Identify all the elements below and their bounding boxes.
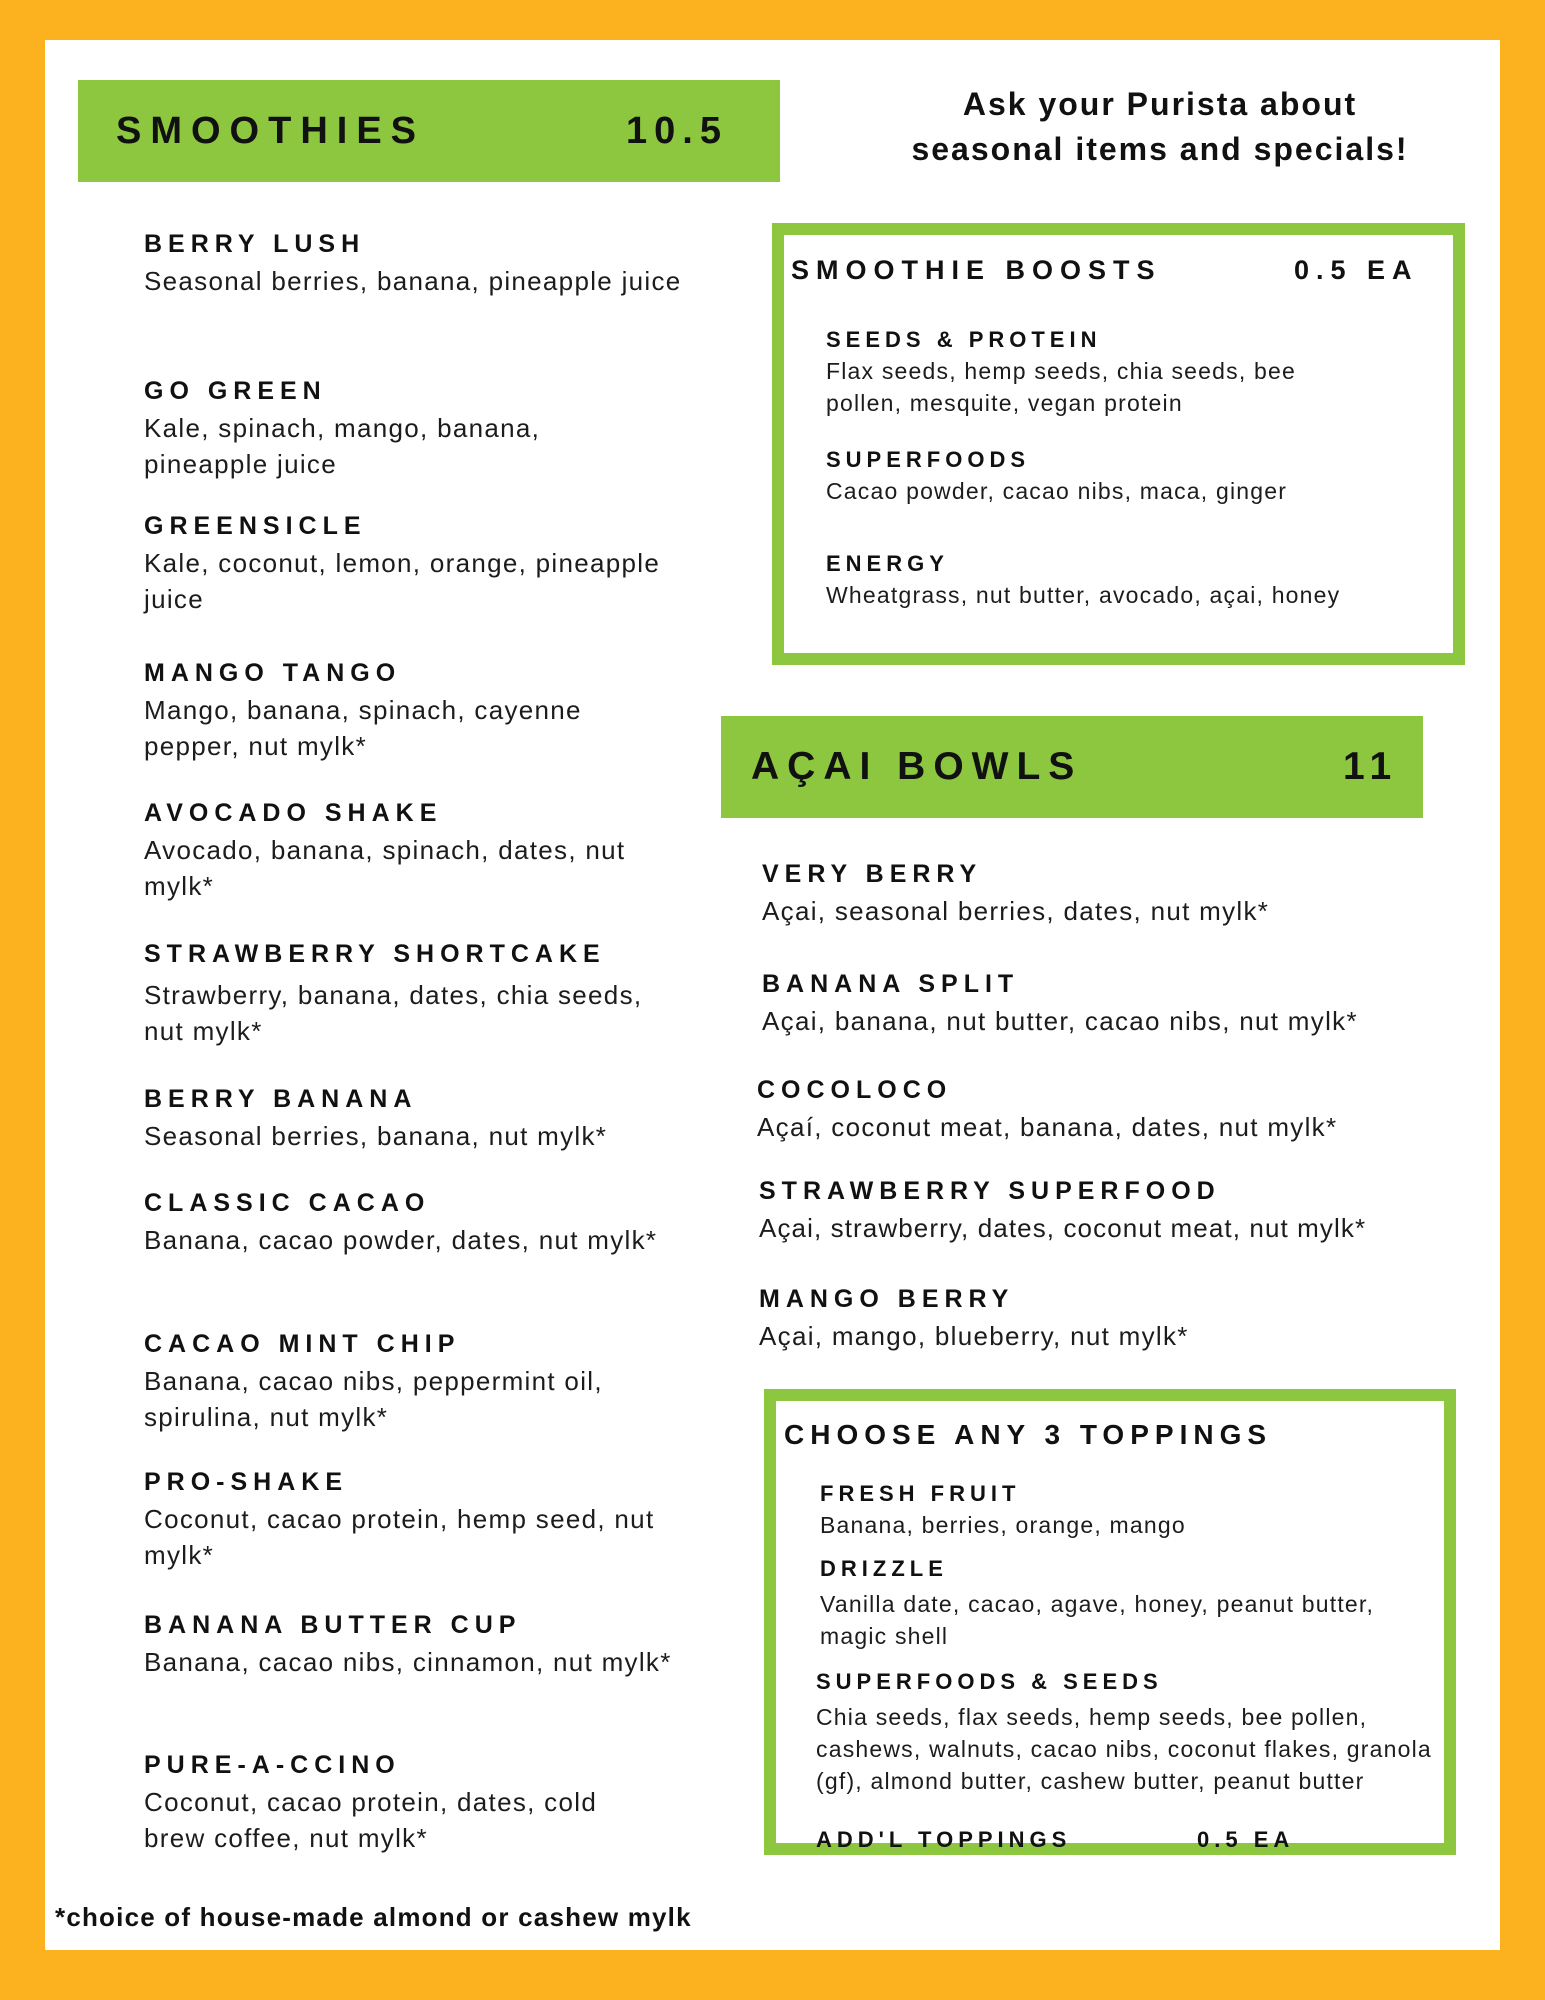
smoothies-price: 10.5 — [626, 110, 728, 152]
smoothie-item-0 — [144, 230, 684, 299]
topping-item-2 — [816, 1669, 1456, 1797]
item-description: Seasonal berries, banana, pineapple juice — [144, 266, 682, 296]
item-name: MANGO BERRY — [759, 1285, 1015, 1313]
item-name: MANGO TANGO — [144, 659, 402, 687]
item-description: Banana, cacao nibs, cinnamon, nut mylk* — [144, 1647, 672, 1677]
boost-description: Wheatgrass, nut butter, avocado, açai, honey — [826, 582, 1341, 608]
item-description: Strawberry, banana, dates, chia seeds, nut mylk* — [144, 980, 643, 1046]
topping-name: SUPERFOODS & SEEDS — [816, 1669, 1163, 1694]
item-name: PRO-SHAKE — [144, 1468, 349, 1496]
smoothie-boosts-box — [772, 223, 1465, 665]
item-name: BERRY BANANA — [144, 1085, 418, 1113]
item-name: STRAWBERRY SUPERFOOD — [759, 1177, 1221, 1205]
smoothie-item-5 — [144, 940, 644, 1049]
smoothie-item-4 — [144, 799, 684, 904]
acai-item-0 — [762, 860, 1462, 929]
acai-bowls-price: 11 — [1343, 745, 1399, 788]
boost-description: Flax seeds, hemp seeds, chia seeds, bee pollen, mesquite, vegan protein — [826, 358, 1296, 416]
topping-item-1 — [820, 1556, 1380, 1652]
boost-name: SEEDS & PROTEIN — [826, 327, 1102, 352]
item-name: CLASSIC CACAO — [144, 1189, 431, 1217]
boost-item-2 — [826, 551, 1466, 611]
additional-toppings-label: ADD'L TOPPINGS — [816, 1827, 1072, 1852]
topping-description: Banana, berries, orange, mango — [820, 1512, 1186, 1538]
item-description: Kale, spinach, mango, banana, pineapple juice — [144, 413, 541, 479]
item-description: Coconut, cacao protein, dates, cold brew coffee, nut mylk* — [144, 1787, 598, 1853]
boost-name: SUPERFOODS — [826, 447, 1031, 472]
topping-name: FRESH FRUIT — [820, 1481, 1021, 1506]
smoothie-item-3 — [144, 659, 684, 764]
topping-description: Chia seeds, flax seeds, hemp seeds, bee pollen, cashews, walnuts, cacao nibs, coconut flakes, granola (gf), almond butter, cashew butter, peanut butter — [816, 1704, 1432, 1794]
boost-name: ENERGY — [826, 551, 949, 576]
topping-item-0 — [820, 1481, 1420, 1541]
item-description: Mango, banana, spinach, cayenne pepper, nut mylk* — [144, 695, 582, 761]
item-description: Açaí, coconut meat, banana, dates, nut mylk* — [757, 1112, 1338, 1142]
acai-item-2 — [757, 1076, 1457, 1145]
acai-item-4 — [759, 1285, 1459, 1354]
acai-bowls-header — [721, 716, 1423, 818]
acai-bowls-title: AÇAI BOWLS — [751, 745, 1083, 788]
specials-note-line-1: Ask your Purista about — [962, 86, 1358, 122]
smoothie-item-6 — [144, 1085, 724, 1154]
item-name: GREENSICLE — [144, 512, 367, 540]
item-description: Kale, coconut, lemon, orange, pineapple juice — [144, 548, 661, 614]
item-name: COCOLOCO — [757, 1076, 953, 1104]
item-description: Banana, cacao nibs, peppermint oil, spirulina, nut mylk* — [144, 1366, 603, 1432]
item-name: CACAO MINT CHIP — [144, 1330, 461, 1358]
boost-item-1 — [826, 447, 1446, 507]
item-name: AVOCADO SHAKE — [144, 799, 443, 827]
item-name: STRAWBERRY SHORTCAKE — [144, 940, 606, 968]
item-description: Açai, seasonal berries, dates, nut mylk* — [762, 896, 1270, 926]
topping-description: Vanilla date, cacao, agave, honey, peanut butter, magic shell — [820, 1591, 1375, 1649]
smoothie-item-8 — [144, 1330, 704, 1435]
additional-toppings-price: 0.5 EA — [1197, 1827, 1295, 1852]
item-description: Açai, strawberry, dates, coconut meat, nut mylk* — [759, 1213, 1367, 1243]
item-name: VERY BERRY — [762, 860, 983, 888]
item-description: Banana, cacao powder, dates, nut mylk* — [144, 1225, 658, 1255]
specials-note — [860, 82, 1460, 172]
footnote: *choice of house-made almond or cashew mylk — [55, 1902, 692, 1932]
item-description: Coconut, cacao protein, hemp seed, nut mylk* — [144, 1504, 655, 1570]
smoothie-item-2 — [144, 512, 664, 617]
smoothie-item-7 — [144, 1189, 684, 1258]
item-name: BERRY LUSH — [144, 230, 366, 258]
smoothie-item-9 — [144, 1468, 704, 1573]
boost-description: Cacao powder, cacao nibs, maca, ginger — [826, 478, 1288, 504]
item-name: BANANA SPLIT — [762, 970, 1020, 998]
specials-note-line-2: seasonal items and specials! — [911, 131, 1409, 167]
item-description: Açai, banana, nut butter, cacao nibs, nut mylk* — [762, 1006, 1358, 1036]
item-name: GO GREEN — [144, 377, 327, 405]
item-description: Açai, mango, blueberry, nut mylk* — [759, 1321, 1189, 1351]
topping-name: DRIZZLE — [820, 1556, 948, 1581]
item-description: Avocado, banana, spinach, dates, nut mylk* — [144, 835, 626, 901]
boosts-title: SMOOTHIE BOOSTS — [791, 255, 1162, 285]
boosts-price: 0.5 EA — [1294, 255, 1419, 285]
item-description: Seasonal berries, banana, nut mylk* — [144, 1121, 608, 1151]
smoothies-header — [78, 80, 780, 182]
acai-item-1 — [762, 970, 1462, 1039]
boost-item-0 — [826, 327, 1446, 419]
acai-item-3 — [759, 1177, 1489, 1246]
toppings-title: CHOOSE ANY 3 TOPPINGS — [784, 1419, 1273, 1450]
smoothie-item-11 — [144, 1751, 664, 1856]
smoothie-item-10 — [144, 1611, 684, 1680]
toppings-box — [764, 1389, 1456, 1855]
menu-page — [45, 40, 1500, 1950]
smoothies-title: SMOOTHIES — [116, 110, 426, 152]
smoothie-item-1 — [144, 377, 664, 482]
item-name: BANANA BUTTER CUP — [144, 1611, 522, 1639]
item-name: PURE-A-CCINO — [144, 1751, 401, 1779]
